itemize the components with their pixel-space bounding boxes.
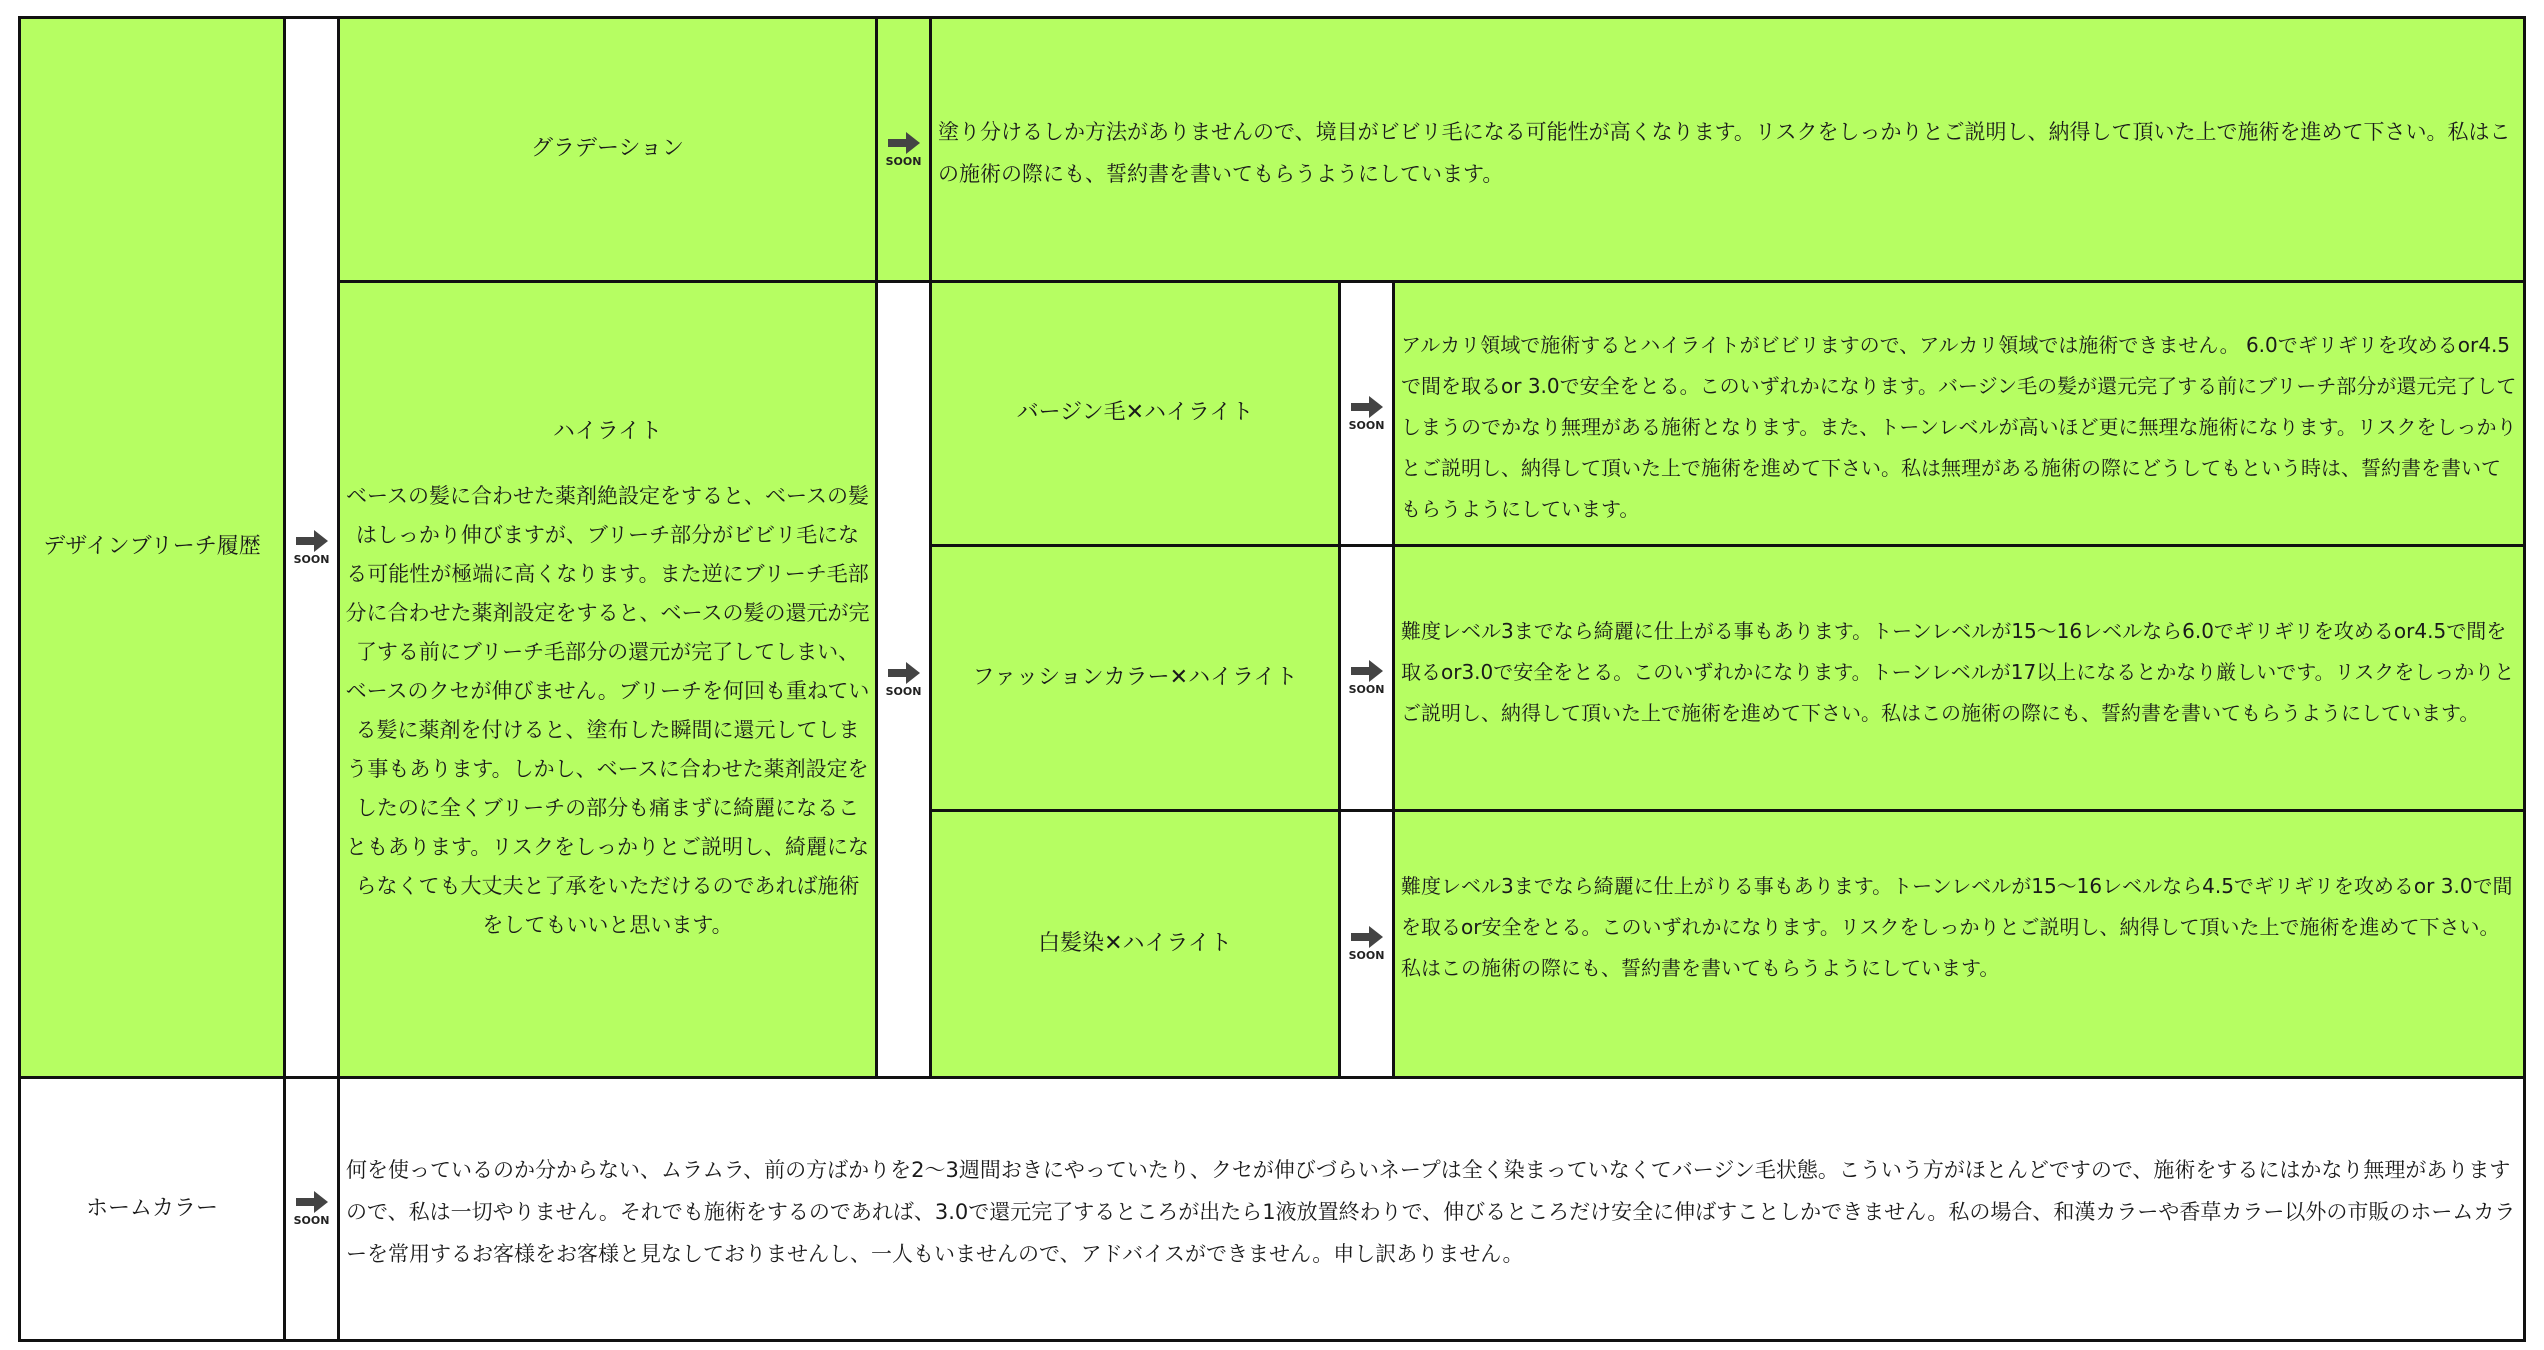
right-arrow-icon	[1351, 396, 1383, 418]
case-description: 難度レベル3までなら綺麗に仕上がりる事もあります。トーンレベルが15〜16レベルなら4.5でギリギリを攻めるor 3.0で間を取るor安全をとる。このいずれかになります。リスクをしっかりとご説明し、納得して頂いた上で施術を進めて下さい。私はこの施術の際にも、誓約書を書いてもらうようにしています。	[1401, 874, 2513, 980]
case-description-cell-gray	[1392, 809, 2526, 1079]
highlight-label: ハイライト	[552, 419, 663, 444]
arrow-cell-gradation	[875, 16, 932, 283]
gradation-label-cell	[337, 16, 878, 283]
arrow	[1349, 396, 1385, 432]
case-description-cell-virgin	[1392, 280, 2526, 547]
case-description: アルカリ領域で施術するとハイライトがビビリますので、アルカリ領域では施術できません。 6.0でギリギリを攻めるor4.5で間を取るor 3.0で安全をとる。このいずれかになります。バージン毛の髪が還元完了する前にブリーチ部分が還元完了してしまうのでかなり無理がある施術となります。また、トーンレベルが高いほど更に無理な施術になります。リスクをしっかりとご説明し、納得して頂いた上で施術を進めて下さい。私は無理がある施術の際にどうしてもという時は、誓約書を書いてもらうようにしています。	[1401, 333, 2517, 521]
arrow	[886, 132, 922, 168]
arrow	[886, 662, 922, 698]
gradation-description-cell	[929, 16, 2526, 283]
soon-label: SOON	[885, 154, 922, 168]
soon-label: SOON	[293, 1214, 330, 1227]
arrow-cell-home-color	[283, 1076, 340, 1342]
arrow	[1349, 926, 1385, 962]
case-label-cell-fashion	[929, 544, 1341, 812]
case-label-cell-virgin	[929, 280, 1341, 547]
gradation-label: グラデーション	[530, 136, 685, 162]
home-color-description: 何を使っているのか分からない、ムラムラ、前の方ばかりを2〜3週間おきにやっていたり、クセが伸びづらいネープは全く染まっていなくてバージン毛状態。こういう方がほとんどですので、施術をするにはかなり無理がありますので、私は一切やりません。それでも施術をするのであれば、3.0で還元完了するところが出たら1液放置終わりで、伸びるところだけ安全に伸ばすことしかできません。私の場合、和漢カラーや香草カラー以外の市販のホームカラーを常用するお客様をお客様と見なしておりませんし、一人もいませんので、アドバイスができません。申し訳ありません。	[346, 1158, 2516, 1266]
case-label: 白髪染✕ハイライト	[1038, 930, 1232, 956]
home-color-label-cell	[18, 1076, 286, 1342]
right-arrow-icon	[888, 662, 920, 684]
gradation-description: 塗り分けるしか方法がありませんので、境目がビビリ毛になる可能性が高くなります。リスクをしっかりとご説明し、納得して頂いた上で施術を進めて下さい。私はこの施術の際にも、誓約書を書いてもらうようにしています。	[938, 120, 2511, 186]
case-description: 難度レベル3までなら綺麗に仕上がる事もあります。トーンレベルが15〜16レベルなら6.0でギリギリを攻めるor4.5で間を取るor3.0で安全をとる。このいずれかになります。トーンレベルが17以上になるとかなり厳しいです。リスクをしっかりとご説明し、納得して頂いた上で施術を進めて下さい。私はこの施術の際にも、誓約書を書いてもらうようにしています。	[1401, 619, 2515, 725]
case-label-cell-gray	[929, 809, 1341, 1079]
soon-label: SOON	[293, 552, 330, 566]
right-arrow-icon	[296, 530, 328, 552]
right-arrow-icon	[1351, 660, 1383, 682]
highlight-cell	[337, 280, 878, 1079]
highlight-description: ベースの髪に合わせた薬剤絶設定をすると、ベースの髪はしっかり伸びますが、ブリーチ部分がビビリ毛になる可能性が極端に高くなります。また逆にブリーチ毛部分に合わせた薬剤設定をすると、ベースの髪の還元が完了する前にブリーチ毛部分の還元が完了してしまい、ベースのクセが伸びません。ブリーチを何回も重ねている髪に薬剤を付けると、塗布した瞬間に還元してしまう事もあります。しかし、ベースに合わせた薬剤設定をしたのに全くブリーチの部分も痛まずに綺麗になることもあります。リスクをしっかりとご説明し、綺麗にならなくても大丈夫と了承をいただけるのであれば施術をしてもいいと思います。	[345, 484, 870, 937]
soon-label: SOON	[1348, 949, 1385, 962]
right-arrow-icon	[888, 132, 920, 154]
arrow-cell-gray	[1338, 809, 1395, 1079]
arrow	[294, 530, 330, 566]
design-bleach-label: デザインブリーチ履歴	[43, 534, 261, 560]
soon-label: SOON	[885, 684, 922, 698]
right-arrow-icon	[296, 1191, 328, 1213]
case-label: バージン毛✕ハイライト	[1016, 400, 1254, 426]
right-arrow-icon	[1351, 926, 1383, 948]
arrow	[1349, 660, 1385, 696]
soon-label: SOON	[1348, 683, 1385, 696]
soon-label: SOON	[1348, 418, 1385, 432]
home-color-description-cell	[337, 1076, 2526, 1342]
arrow-cell-highlight	[875, 280, 932, 1079]
arrow-cell-fashion	[1338, 544, 1395, 812]
arrow-cell-virgin	[1338, 280, 1395, 547]
arrow	[294, 1191, 330, 1227]
arrow-cell-design-bleach	[283, 16, 340, 1079]
design-bleach-label-cell	[18, 16, 286, 1079]
case-label: ファッションカラー✕ハイライト	[972, 664, 1298, 690]
home-color-label: ホームカラー	[85, 1195, 218, 1221]
case-description-cell-fashion	[1392, 544, 2526, 812]
